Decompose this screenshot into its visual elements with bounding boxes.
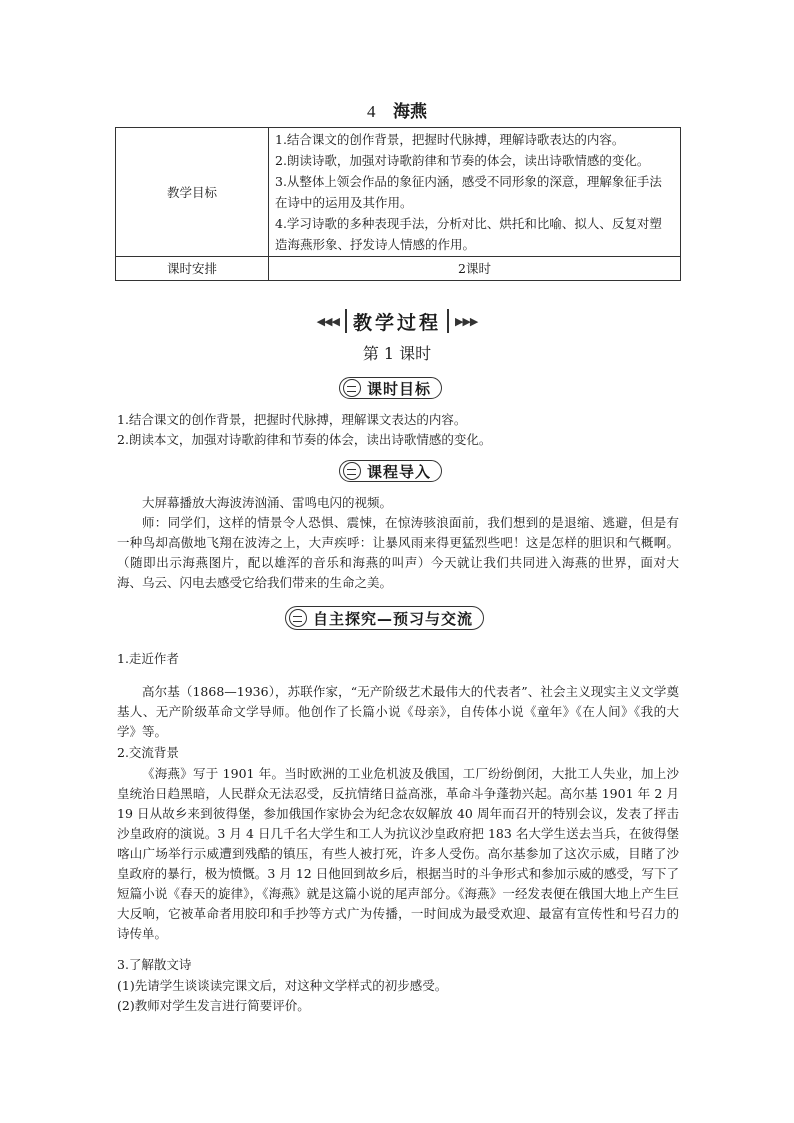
banner-divider	[447, 309, 449, 333]
intro-text	[117, 493, 679, 593]
banner-divider	[345, 309, 347, 333]
lesson-period: 第 1 课时	[362, 344, 432, 363]
book-icon	[289, 609, 307, 627]
objective-item: 2.朗读本文，加强对诗歌韵律和节奏的体会，读出诗歌情感的变化。	[117, 432, 492, 447]
item3-points	[117, 976, 679, 1016]
lesson-name: 海燕	[392, 102, 427, 122]
goals-content	[269, 128, 681, 257]
intro-paragraph: 大屏幕播放大海波涛汹涌、雷鸣电闪的视频。	[142, 495, 393, 510]
book-icon	[343, 379, 361, 397]
section-heading-objectives	[339, 377, 442, 399]
section-heading-intro	[339, 460, 442, 482]
right-arrows-icon: ▶▶▶	[455, 314, 478, 328]
item3-title: 3.了解散文诗	[117, 957, 192, 972]
goal-item: 3.从整体上领会作品的象征内涵，感受不同形象的深意，理解象征手法在诗中的运用及其作用。	[275, 174, 662, 210]
section-heading-text: 课时目标	[367, 379, 432, 398]
goal-item: 4.学习诗歌的多种表现手法，分析对比、烘托和比喻、拟人、反复对塑造海燕形象、抒发诗人情感的作用。	[275, 216, 662, 252]
goals-label: 教学目标	[116, 128, 269, 257]
book-icon	[343, 462, 361, 480]
section-heading-text: 自主探究—预习与交流	[313, 609, 474, 628]
item2-title: 2.交流背景	[117, 745, 179, 760]
schedule-row	[116, 257, 681, 281]
author-paragraph: 高尔基（1868—1936），苏联作家，“无产阶级艺术最伟大的代表者”、社会主义现实主义文学奠基人、无产阶级革命文学导师。他创作了长篇小说《母亲》，自传体小说《童年》《在人间》《我的大学》等。	[117, 684, 679, 739]
goal-item: 1.结合课文的创作背景，把握时代脉搏，理解诗歌表达的内容。	[275, 132, 625, 147]
section-heading-text: 课程导入	[367, 462, 432, 481]
objective-item: 1.结合课文的创作背景，把握时代脉搏，理解课文表达的内容。	[117, 412, 467, 427]
background-paragraph: 《海燕》写于 1901 年。当时欧洲的工业危机波及俄国，工厂纷纷倒闭，大批工人失业，加上沙皇统治日趋黑暗，人民群众无法忍受，反抗情绪日益高涨，革命斗争蓬勃兴起。高尔基 1901 年 2 月 19 日从故乡来到彼得堡，参加俄国作家协会为纪念农奴解放 40 周年而召开的特别会议，发表了抨击沙皇政府的演说。3 月 4 日几千名大学生和工人为抗议沙皇政府把 183 名大学生送去当兵，在彼得堡喀山广场举行示威遭到残酷的镇压，有些人被打死，许多人受伤。高尔基参加了这次示威，目睹了沙皇政府的暴行，极为愤慨。3 月 12 日他回到故乡后，根据当时的斗争形式和参加示威的感受，写下了短篇小说《春天的旋律》，《海燕》就是这篇小说的尾声部分。《海燕》一经发表便在俄国大地上产生巨大反响，它被革命者用胶印和手抄等方式广为传播，一时间成为最受欢迎、最富有宣传性和号召力的诗传单。	[117, 766, 679, 941]
teaching-process-banner	[0, 308, 794, 334]
banner-title: 教学过程	[352, 311, 441, 334]
item3-point: (1)先请学生谈谈读完课文后，对这种文学样式的初步感受。	[117, 978, 448, 993]
schedule-value: 2课时	[269, 257, 681, 281]
goals-row	[116, 128, 681, 257]
intro-paragraph: 师：同学们，这样的情景令人恐惧、震悚，在惊涛骇浪面前，我们想到的是退缩、逃避，但是有一种鸟却高傲地飞翔在波涛之上，大声疾呼：让暴风雨来得更猛烈些吧！这是怎样的胆识和气概啊。（随即出示海燕图片，配以雄浑的音乐和海燕的叫声）今天就让我们共同进入海燕的世界，面对大海、乌云、闪电去感受它给我们带来的生命之美。	[117, 515, 679, 590]
schedule-label: 课时安排	[116, 257, 269, 281]
left-arrows-icon: ◀◀◀	[316, 314, 339, 328]
item3-point: (2)教师对学生发言进行简要评价。	[117, 998, 310, 1013]
goal-item: 2.朗读诗歌，加强对诗歌韵律和节奏的体会，读出诗歌情感的变化。	[275, 153, 650, 168]
objectives-list	[117, 410, 679, 450]
teaching-goals-table	[115, 127, 681, 281]
item1-title: 1.走近作者	[117, 651, 179, 666]
lesson-title	[0, 101, 794, 123]
section-heading-explore	[285, 606, 484, 630]
lesson-number: 4	[367, 102, 376, 121]
